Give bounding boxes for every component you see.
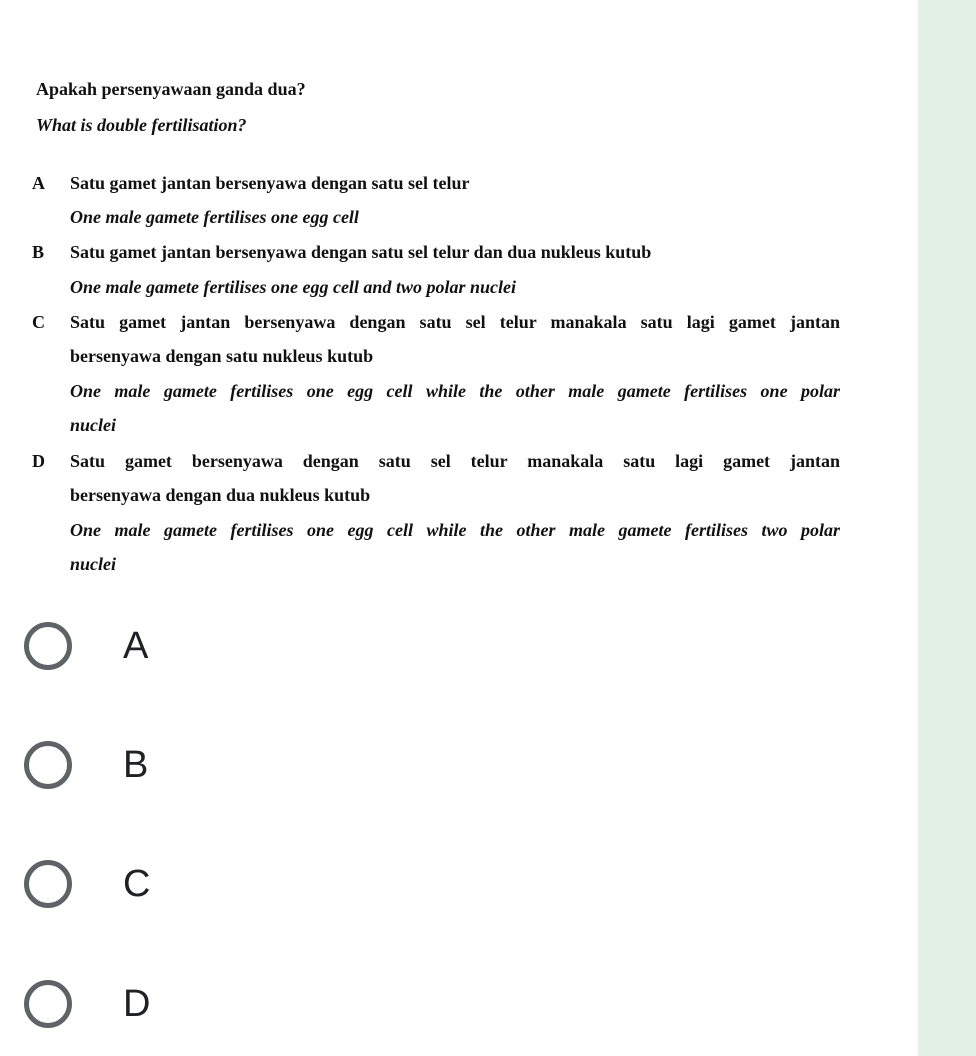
side-panel: [918, 0, 976, 1056]
choice-c[interactable]: [24, 852, 424, 916]
option-d-letter: D: [32, 451, 45, 471]
option-a-malay: Satu gamet jantan bersenyawa dengan satu sel telur: [70, 173, 470, 193]
choice-label: A: [123, 624, 149, 667]
option-d-malay-line1: Satu gamet bersenyawa dengan satu sel telur manakala satu lagi gamet jantan: [70, 451, 840, 471]
option-b-malay: Satu gamet jantan bersenyawa dengan satu sel telur dan dua nukleus kutub: [70, 242, 652, 262]
option-d-malay-line2: bersenyawa dengan dua nukleus kutub: [70, 485, 371, 505]
radio-button[interactable]: [24, 860, 72, 908]
choice-a[interactable]: [24, 614, 424, 678]
choice-label: B: [123, 743, 149, 786]
choice-label: C: [123, 862, 151, 905]
option-c-malay-line1: Satu gamet jantan bersenyawa dengan satu sel telur manakala satu lagi gamet jantan: [70, 312, 840, 332]
option-b-letter: B: [32, 242, 45, 262]
choice-label: D: [123, 982, 151, 1025]
choice-d[interactable]: [24, 972, 424, 1036]
choice-b[interactable]: [24, 733, 424, 797]
option-d-english-line1: One male gamete fertilises one egg cell while the other male gamete fertilises two polar: [70, 520, 840, 540]
option-d-english-line2: nuclei: [70, 554, 117, 574]
option-c-english-line2: nuclei: [70, 415, 117, 435]
question-title-english: What is double fertilisation?: [36, 115, 247, 135]
option-a-english: One male gamete fertilises one egg cell: [70, 207, 359, 227]
radio-button[interactable]: [24, 980, 72, 1028]
option-b-english: One male gamete fertilises one egg cell and two polar nuclei: [70, 277, 516, 297]
radio-button[interactable]: [24, 622, 72, 670]
radio-button[interactable]: [24, 741, 72, 789]
option-c-letter: C: [32, 312, 45, 332]
option-a-letter: A: [32, 173, 45, 193]
option-c-malay-line2: bersenyawa dengan satu nukleus kutub: [70, 346, 374, 366]
question-title-malay: Apakah persenyawaan ganda dua?: [36, 79, 306, 99]
option-c-english-line1: One male gamete fertilises one egg cell while the other male gamete fertilises one polar: [70, 381, 840, 401]
